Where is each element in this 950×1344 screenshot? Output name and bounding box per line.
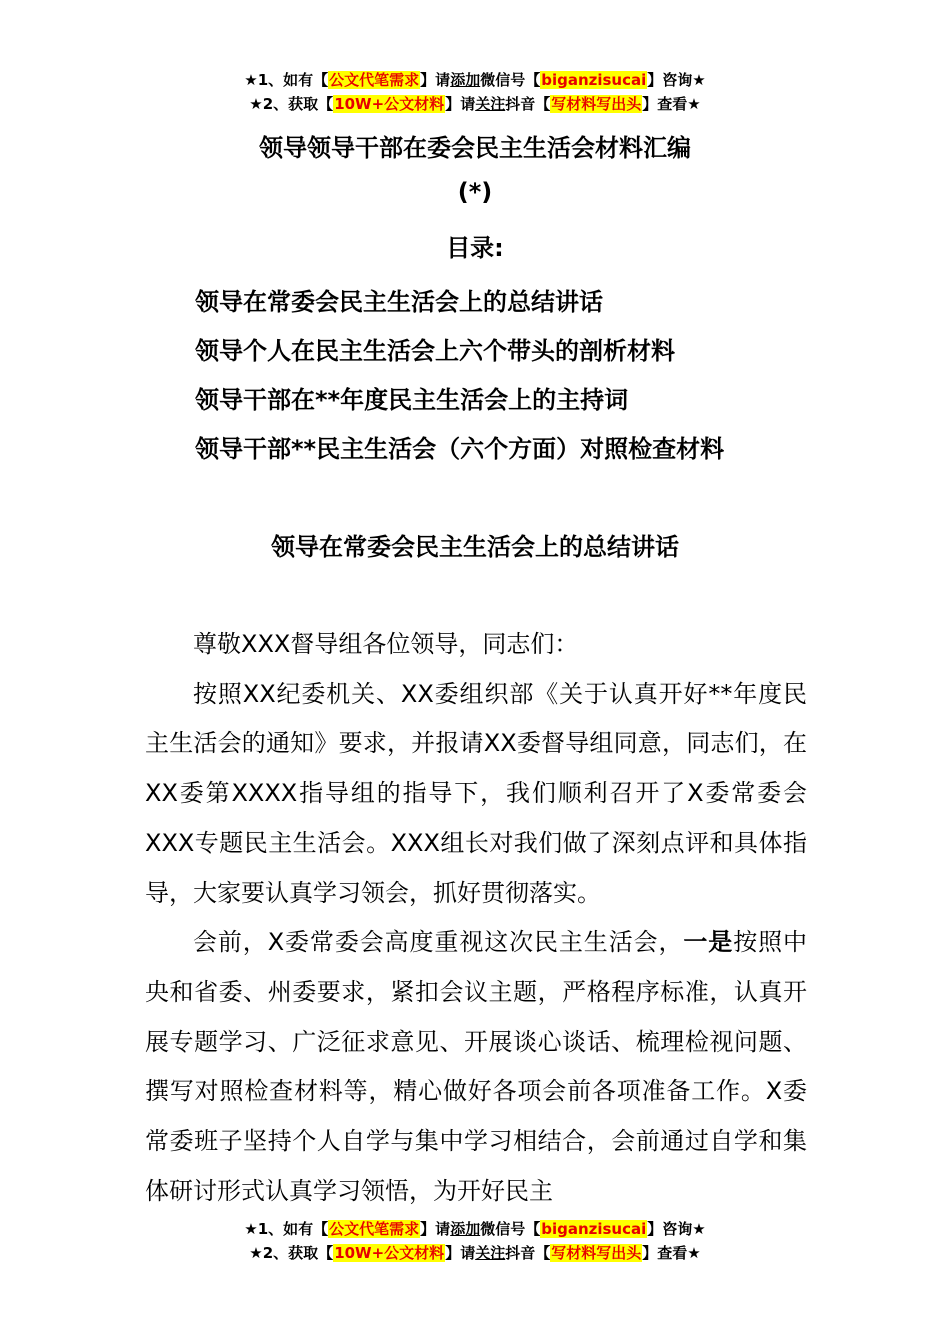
banner-highlight: 公文代笔需求: [329, 1220, 420, 1238]
banner-highlight: 公文代笔需求: [329, 71, 420, 89]
paragraph-emphasis: 一是: [683, 928, 734, 957]
banner-text: 抖音【: [505, 95, 551, 113]
banner-underline: 添加: [450, 71, 481, 89]
banner-line-2: [0, 92, 950, 116]
footer-banner: [0, 1217, 950, 1265]
banner-underline: 关注: [475, 1244, 506, 1262]
banner-highlight: biganzisucai: [541, 71, 647, 89]
toc-item: 领导干部**民主生活会（六个方面）对照检查材料: [195, 435, 725, 463]
table-of-contents: [195, 278, 724, 474]
banner-highlight: 10W+公文材料: [334, 95, 445, 113]
banner-text: ★2、获取【: [249, 1244, 334, 1262]
banner-text: ★1、如有【: [244, 71, 329, 89]
banner-line-2: [0, 1241, 950, 1265]
banner-text: 微信号【: [480, 71, 541, 89]
banner-line-1: [0, 1217, 950, 1241]
banner-text: 】查看★: [642, 1244, 701, 1262]
banner-text: ★1、如有【: [244, 1220, 329, 1238]
paragraph-text: 会前，X委常委会高度重视这次民主生活会，: [193, 928, 684, 957]
paragraph: 按照XX纪委机关、XX委组织部《关于认真开好**年度民主生活会的通知》要求，并报请XX委督导组同意，同志们，在XX委第XXXX指导组的指导下，我们顺利召开了X委常委会XXX专题民主生活会。XXX组长对我们做了深刻点评和具体指导，大家要认真学习领会，抓好贯彻落实。: [145, 679, 807, 907]
banner-underline: 关注: [475, 95, 506, 113]
banner-text: 】请: [445, 1244, 476, 1262]
paragraph-text: 按照中央和省委、州委要求，紧扣会议主题，严格程序标准，认真开展专题学习、广泛征求意见、开展谈心谈话、梳理检视问题、撰写对照检查材料等，精心做好各项会前各项准备工作。X委常委班子坚持个人自学与集中学习相结合，会前通过自学和集体研讨形式认真学习领悟，为开好民主: [145, 928, 807, 1205]
paragraph-greeting: 尊敬XXX督导组各位领导，同志们：: [193, 630, 579, 658]
toc-item: 领导干部在**年度民主生活会上的主持词: [195, 386, 629, 414]
header-banner: [0, 68, 950, 116]
banner-highlight: 写材料写出头: [551, 1244, 642, 1262]
banner-text: 】咨询★: [647, 71, 706, 89]
banner-highlight: 写材料写出头: [551, 95, 642, 113]
document-subtitle: (*): [457, 178, 493, 206]
section-title: 领导在常委会民主生活会上的总结讲话: [271, 533, 679, 561]
banner-text: ★2、获取【: [249, 95, 334, 113]
banner-highlight: biganzisucai: [541, 1220, 647, 1238]
banner-text: 】查看★: [642, 95, 701, 113]
toc-heading: 目录:: [446, 234, 504, 262]
banner-text: 抖音【: [505, 1244, 551, 1262]
banner-text: 】咨询★: [647, 1220, 706, 1238]
banner-text: 】请: [445, 95, 476, 113]
banner-underline: 添加: [450, 1220, 481, 1238]
document-title: 领导领导干部在委会民主生活会材料汇编: [259, 134, 691, 162]
document-body: [145, 620, 807, 1216]
paragraph: [145, 918, 807, 1216]
banner-highlight: 10W+公文材料: [334, 1244, 445, 1262]
banner-line-1: [0, 68, 950, 92]
toc-item: 领导个人在民主生活会上六个带头的剖析材料: [195, 337, 675, 365]
banner-text: 微信号【: [480, 1220, 541, 1238]
toc-item: 领导在常委会民主生活会上的总结讲话: [195, 288, 603, 316]
banner-text: 】请: [420, 71, 451, 89]
banner-text: 】请: [420, 1220, 451, 1238]
